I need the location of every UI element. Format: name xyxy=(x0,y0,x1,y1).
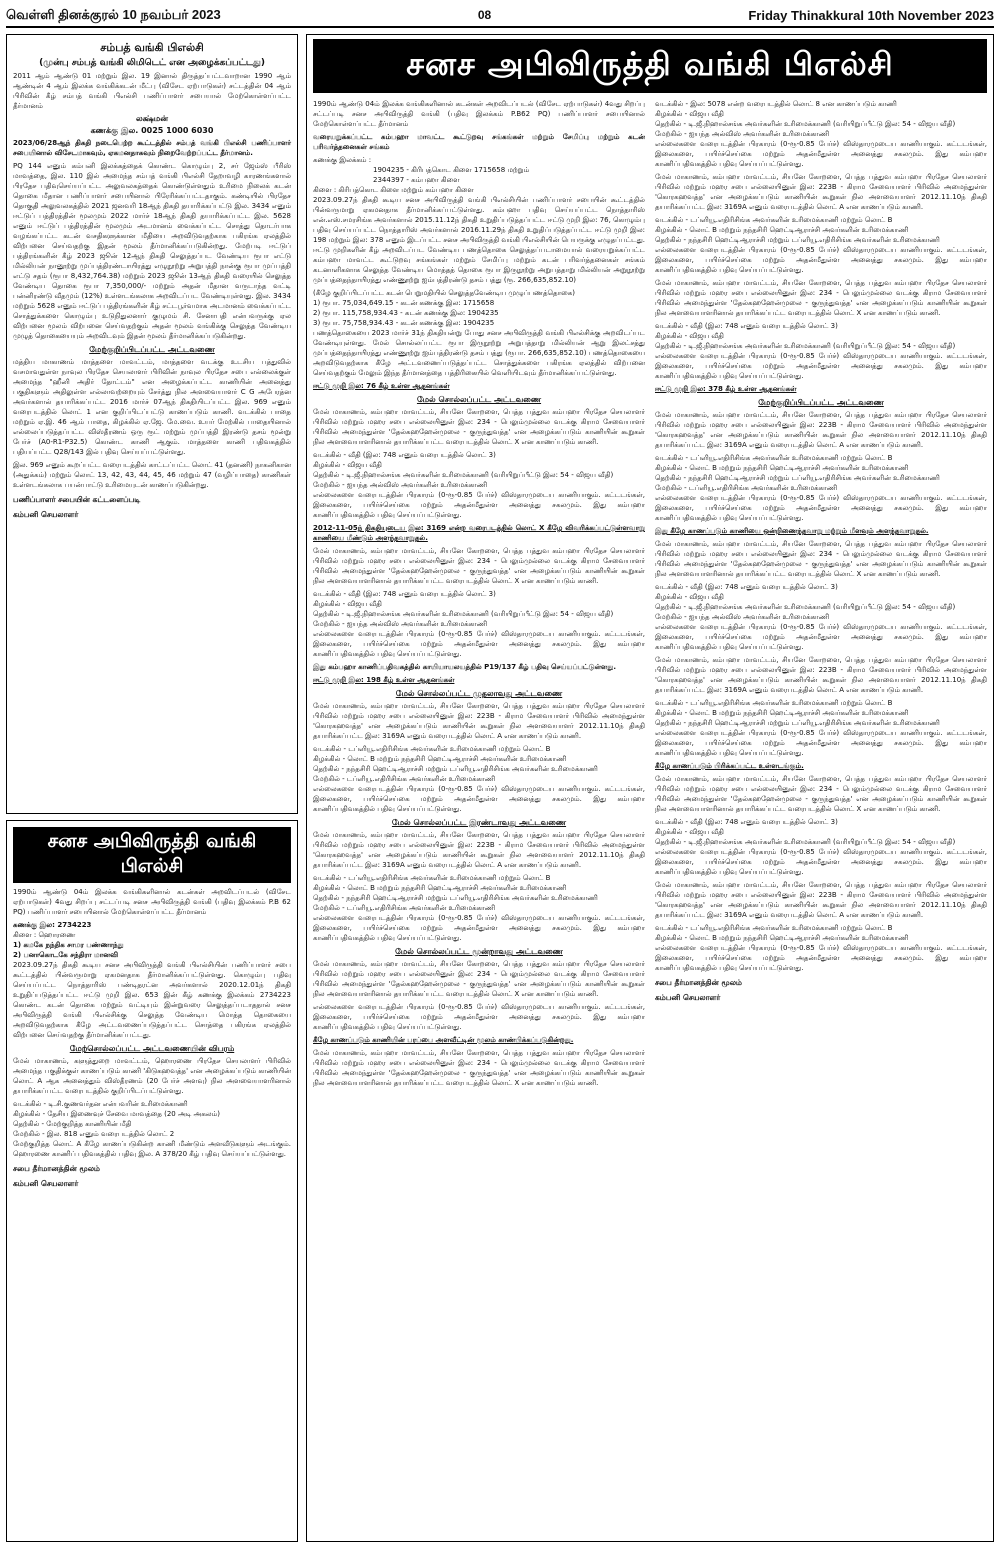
schedule-body: மேல் மாகாணம், களுத்துறை மாவட்டம், ஹொரணை பிரதேச செயலாளர் பிரிவில் அமைந்த பகுதிக்குள் காணப்படும் காணி 'கிடுகஹவத்த' என அழைக்கப்படும் காணியின் லொட் A ஆக அனைத்தும் விஸ்தீரணம் (20 பேர்ச் அளவு) நில அளவையாளரினால் தயாரிக்கப்பட்ட வரைபடத்தில் குறிப்பிடப்பட்டுள்ளது. xyxy=(13,1057,291,1095)
boundary-south: தெற்கில் - நந்தசிரி ஹெட்டிஆராச்சி மற்றும் டப்ளியூ.எதிரிசிங்க அவர்களின் உரிமைக்காணி xyxy=(313,765,598,773)
borrower-1: 1) கமகே நந்திக சாமர பண்ணாந்து xyxy=(13,941,124,949)
closing-body: மேல் மாகாணம், கம்பஹா மாவட்டம், சியனே கோறளை, பெத்த பத்துவ கம்பஹா பிரதேச செயலாளர் பிரிவில் மற்றும் மஹர சபை எல்லையினுள் இல: 234 - பெலும்முல்லை வடக்கு கிராம சேவையாளர் பிரிவில் அமைந்துள்ள 'தேல்கஹஹேன்முலை - குருந்துவத்த' என அழைக்கப்படும் காணியின் கூறுகள் நில அளவையாளரினால் தயாரிக்கப்பட்ட வரைபடத்தில் லொட் X என காணப்படும் காணி. xyxy=(313,1049,645,1087)
schedule-heading: மேல் சொல்லப்பட்ட அட்டவணை xyxy=(416,395,542,404)
boundary-east: கிழக்கில் - விஜய வீதி xyxy=(655,110,724,118)
col2-schedule-1: மேல் மாகாணம், கம்பஹா மாவட்டம், சியனே கோறளை, பெத்த பத்துவ கம்பஹா பிரதேச செயலாளர் பிரிவில் மற்றும் மஹர சபை எல்லையினுள் இல: 223B - கிராம சேவையாளர் பிரிவில் அமைந்துள்ள 'கொரகஹவத்த' என அழைக்கப்படும் காணியின் கூறுகள் நில அளவையாளர் 2012.11.10ந் திகதி தயாரிக்கப்பட்ட இல: 3169A எனும் வரைபடத்தில் லொட் A என காணப்படும் காணி. xyxy=(655,173,987,211)
resolution-body: 2023.09.27ந் திகதி கூடிய சனச அபிவிருத்தி வங்கி பிஎல்சியின் பணிப்பாளர் சபை கூட்டத்தில் பின்வருமாறு ஏகமனதாக தீர்மானிக்கப்பட்டுள்ளது. கொழும்பு பதிவு செய்யப்பட்ட நொத்தாரிஸ் பண்டிதரட்ன அவர்களால் 2020.12.01ந் திகதி உறுதிப்படுத்தப்பட்ட ஈட்டு முறி இல. 653 இன் கீழ் கணக்கு இலக்கம் 2734223 கொண்ட கடன் தொகை மற்றும் வட்டியும் இன்றுவரை செலுத்தப்படாததால் சனச அபிவிருத்தி வங்கி பிஎல்சிக்கு செலுத்த வேண்டிய மொத்த தொகையை அறவிடுவதற்காக கீழே அட்டவணைப்படுத்தப்பட்ட சொத்தை பகிரங்க ஏலத்தில் விற்பனை செய்வதற்கு தீர்மானிக்கப்பட்டது. xyxy=(13,961,291,1039)
first-schedule-closing: எல்லைகளை வரைபடத்தின் பிரகாரம் (0-ரூ-0.85 பேர்ச்) விஸ்தாரமுடைய காணியாகும். கட்டடங்கள், இலைகளை, பயிர்ச்செய்கை மற்றும் அதன்மீதுள்ள அனைத்து சகலமும். இது கம்பஹா காணிப்பதிவகத்தில் பதிவு செய்யப்பட்டுள்ளது. xyxy=(313,785,645,813)
schedule-1-body: மேல் மாகாணம், கம்பஹா மாவட்டம், சியனே கோறளை, பெத்த பத்துவ கம்பஹா பிரதேச செயலாளர் பிரிவில் மற்றும் மஹர சபை எல்லையினுள் இல: 234 - பெலும்முல்லை வடக்கு கிராம சேவையாளர் பிரிவில் அமைந்துள்ள 'தேல்கஹஹேன்முலை - குருந்துவத்த' என அழைக்கப்படும் காணியின் கூறுகள் நில அளவையாளரினால் தயாரிக்கப்பட்ட வரைபடத்தில் லொட் X என காணப்படும் காணி. xyxy=(313,408,645,446)
boundary-south: தெற்கில் - நந்தசிரி ஹெட்டிஆராச்சி மற்றும் டப்ளியூ.எதிரிசிங்க அவர்களின் உரிமைக்காணி xyxy=(655,474,940,482)
boundary-west: மேற்கில் - டப்ளியூ.எதிரிசிங்க அவர்களின் உரிமைக்காணி xyxy=(313,904,496,912)
notice-column-2 xyxy=(655,99,987,1519)
boundary-south: தெற்கில் - மேற்குறித்த காணியின் மீதி xyxy=(13,1120,132,1128)
col2-closing-5: எல்லைகளை வரைபடத்தின் பிரகாரம் (0-ரூ-0.85 பேர்ச்) விஸ்தாரமுடைய காணியாகும். கட்டடங்கள், இலைகளை, பயிர்ச்செய்கை மற்றும் அதன்மீதுள்ள அனைத்து சகலமும். இது கம்பஹா காணிப்பதிவகத்தில் பதிவு செய்யப்பட்டுள்ளது. xyxy=(655,623,987,651)
first-schedule-body: மேல் மாகாணம், கம்பஹா மாவட்டம், சியனே கோறளை, பெத்த பத்துவ கம்பஹா பிரதேச செயலாளர் பிரிவில் மற்றும் மஹர சபை எல்லையினுள் இல: 223B - கிராம சேவையாளர் பிரிவில் அமைந்துள்ள 'கொரகஹவத்த' என அழைக்கப்படும் காணியின் கூறுகள் நில அளவையாளர் 2012.11.10ந் திகதி தயாரிக்கப்பட்ட இல: 3169A எனும் வரைபடத்தில் லொட் A என காணப்படும் காணி. xyxy=(313,702,645,740)
notice-title: சனச அபிவிருத்தி வங்கி பிஎல்சி xyxy=(13,827,291,883)
page-header xyxy=(6,4,994,28)
boundary-south: தெற்கில் - டி.ஜீ.நிஹால்சங்க அவர்களின் உரிமைக்காணி (வரியிறுப்பீட்டு இல: 54 - விஜய வீதி) xyxy=(655,342,956,350)
boundary-east: கிழக்கில் - விஜய வீதி xyxy=(655,593,724,601)
col2-subdivision-heading: கீழே காணப்படும் பிரிக்கப்பட்ட உள்ளடங்கும். xyxy=(655,762,804,770)
col2-closing-8: எல்லைகளை வரைபடத்தின் பிரகாரம் (0-ரூ-0.85 பேர்ச்) விஸ்தாரமுடைய காணியாகும். கட்டடங்கள், இலைகளை, பயிர்ச்செய்கை மற்றும் அதன்மீதுள்ள அனைத்து சகலமும். இது கம்பஹா காணிப்பதிவகத்தில் பதிவு செய்யப்பட்டுள்ளது. xyxy=(655,944,987,972)
closing-text: மேற்குறித்த லொட் A கீழே காணப்படுகின்ற காணி மீண்டும் அளவீடுகளும் அடங்கும். ஹொரணை காணிப் பதிவகத்தில் பதிவு இல. A 378/20 கீழ் பதிவு செய்யப்பட்டுள்ளது. xyxy=(13,1140,291,1158)
header-date-tamil: வெள்ளி தினக்குரல் 10 நவம்பர் 2023 xyxy=(6,6,221,22)
boundary-south: தெற்கில் - நந்தசிரி ஹெட்டிஆராச்சி மற்றும் டப்ளியூ.எதிரிசிங்க அவர்களின் உரிமைக்காணி xyxy=(655,719,940,727)
boundary-east: கிழக்கில் - விஜய வீதி xyxy=(655,828,724,836)
notice-intro: 1990ம் ஆண்டு 04ம் இலக்க வங்கிகளினால் கடன்கள் அறவிடப்படல் (விசேட ஏற்பாடுகள்) 4வது சிறப்பு சட்டப்படி சனச அபிவிருத்தி வங்கி (பதிவு இலக்கம் P.B62 PQ) பணிப்பாளர் சபையினால் மேற்கொள்ளப்பட்ட தீர்மானம் xyxy=(313,100,645,128)
boundary-west: மேற்கில் - டப்ளியூ.எதிரிசிங்க அவர்களின் உரிமைக்காணி xyxy=(655,484,838,492)
col2-closing-3: எல்லைகளை வரைபடத்தின் பிரகாரம் (0-ரூ-0.85 பேர்ச்) விஸ்தாரமுடைய காணியாகும். கட்டடங்கள், இலைகளை, பயிர்ச்செய்கை மற்றும் அதன்மீதுள்ள அனைத்து சகலமும். இது கம்பஹா காணிப்பதிவகத்தில் பதிவு செய்யப்பட்டுள்ளது. xyxy=(655,352,987,380)
signature-line-2: கம்பனி செயலாளர் xyxy=(13,1179,79,1188)
deed-76-heading: ஈட்டு முறி இல: 76 கீழ் உள்ள ஆதனங்கள் xyxy=(313,382,450,390)
schedule-closing-repeat: எல்லைகளை வரைபடத்தின் பிரகாரம் (0-ரூ-0.85 பேர்ச்) விஸ்தாரமுடைய காணியாகும். கட்டடங்கள், இலைகளை, பயிர்ச்செய்கை மற்றும் அதன்மீதுள்ள அனைத்து சகலமும். இது கம்பஹா காணிப்பதிவகத்தில் பதிவு செய்யப்பட்டுள்ளது. xyxy=(313,630,645,658)
col2-schedule-2: மேல் மாகாணம், கம்பஹா மாவட்டம், சியனே கோறளை, பெத்த பத்துவ கம்பஹா பிரதேச செயலாளர் பிரிவில் மற்றும் மஹர சபை எல்லையினுள் இல: 234 - பெலும்முல்லை வடக்கு கிராம சேவையாளர் பிரிவில் அமைந்துள்ள 'தேல்கஹஹேன்முலை - குருந்துவத்த' என அழைக்கப்படும் காணியின் கூறுகள் நில அளவையாளரினால் தயாரிக்கப்பட்ட வரைபடத்தில் லொட் X என காணப்படும் காணி. xyxy=(655,279,987,317)
sanasa-bank-notice-small xyxy=(6,820,298,1542)
deed-198-heading: ஈட்டு முறி இல: 198 கீழ் உள்ள ஆதனங்கள் xyxy=(313,676,455,684)
col2-schedule-5: மேல் மாகாணம், கம்பஹா மாவட்டம், சியனே கோறளை, பெத்த பத்துவ கம்பஹா பிரதேச செயலாளர் பிரிவில் மற்றும் மஹர சபை எல்லையினுள் இல: 223B - கிராம சேவையாளர் பிரிவில் அமைந்துள்ள 'கொரகஹவத்த' என அழைக்கப்படும் காணியின் கூறுகள் நில அளவையாளர் 2012.11.10ந் திகதி தயாரிக்கப்பட்ட இல: 3169A எனும் வரைபடத்தில் லொட் A என காணப்படும் காணி. xyxy=(655,656,987,694)
boundary-north: வடக்கில் - டப்ளியூ.எதிரிசிங்க அவர்களின் உரிமைக்காணி மற்றும் லொட் B xyxy=(655,924,893,932)
schedule-1-repeat: மேல் மாகாணம், கம்பஹா மாவட்டம், சியனே கோறளை, பெத்த பத்துவ கம்பஹா பிரதேச செயலாளர் பிரிவில் மற்றும் மஹர சபை எல்லையினுள் இல: 234 - பெலும்முல்லை வடக்கு கிராம சேவையாளர் பிரிவில் அமைந்துள்ள 'தேல்கஹஹேன்முலை - குருந்துவத்த' என அழைக்கப்படும் காணியின் கூறுகள் நில அளவையாளரினால் தயாரிக்கப்பட்ட வரைபடத்தில் லொட் X என காணப்படும் காணி. xyxy=(313,547,645,585)
boundary-east: கிழக்கில் - தேசிய இணைவுச் சேவை மாவத்தை (20 அடி அகலம்) xyxy=(13,1110,220,1118)
notice-intro: 2011 ஆம் ஆண்டு 01 மற்றும் இல. 19 இனால் திருத்தப்பட்டவாறான 1990 ஆம் ஆண்டின் 4 ஆம் இலக்க வங்கிக்கடன் மீட்பு (விசேட ஏற்பாடுகள்) சட்டத்தின் 04 ஆம் பிரிவின் கீழ் சம்பத் வங்கி பிஎல்சி பணிப்பாளர் சபையால் மேற்கொள்ளப்பட்ட தீர்மானம் xyxy=(13,72,291,110)
col2-schedule-7: மேல் மாகாணம், கம்பஹா மாவட்டம், சியனே கோறளை, பெத்த பத்துவ கம்பஹா பிரதேச செயலாளர் பிரிவில் மற்றும் மஹர சபை எல்லையினுள் இல: 223B - கிராம சேவையாளர் பிரிவில் அமைந்துள்ள 'கொரகஹவத்த' என அழைக்கப்படும் காணியின் கூறுகள் நில அளவையாளர் 2012.11.10ந் திகதி தயாரிக்கப்பட்ட இல: 3169A எனும் வரைபடத்தில் லொட் A என காணப்படும் காணி. xyxy=(655,881,987,919)
boundary-west: மேற்கில் - டப்ளியூ.எதிரிசிங்க அவர்களின் உரிமைக்காணி xyxy=(313,775,496,783)
boundary-north: வடக்கில் - டப்ளியூ.எதிரிசிங்க அவர்களின் உரிமைக்காணி மற்றும் லொட் B xyxy=(655,699,893,707)
boundary-east: கிழக்கில் - லொட் B மற்றும் நந்தசிரி ஹெட்டிஆராச்சி அவர்களின் உரிமைக்காணி xyxy=(655,464,909,472)
signature-line-2: கம்பனி செயலாளர் xyxy=(13,510,79,519)
boundary-west: மேற்கில் - ஐயந்த அல்விஸ் அவர்களின் உரிமைக்காணி xyxy=(313,620,488,628)
col2-closing-7: எல்லைகளை வரைபடத்தின் பிரகாரம் (0-ரூ-0.85 பேர்ச்) விஸ்தாரமுடைய காணியாகும். கட்டடங்கள், இலைகளை, பயிர்ச்செய்கை மற்றும் அதன்மீதுள்ள அனைத்து சகலமும். இது கம்பஹா காணிப்பதிவகத்தில் பதிவு செய்யப்பட்டுள்ளது. xyxy=(655,848,987,876)
borrower-2: 2) பனாகொடகே சந்திரா மானவி xyxy=(13,951,119,959)
boundary-south: தெற்கில் - நந்தசிரி ஹெட்டிஆராச்சி மற்றும் டப்ளியூ.எதிரிசிங்க அவர்களின் உரிமைக்காணி xyxy=(655,236,940,244)
signature-line-1: சபை தீர்மானத்தின் மூலம் xyxy=(13,1164,100,1173)
boundary-east: கிழக்கில் - லொட் B மற்றும் நந்தசிரி ஹெட்டிஆராச்சி அவர்களின் உரிமைக்காணி xyxy=(655,709,909,717)
first-schedule-heading: மேல் சொல்லப்பட்ட முதலாவது அட்டவணை xyxy=(395,689,563,698)
page-number: 08 xyxy=(477,8,492,22)
schedule-title: மேற்சொல்லப்பட்ட அட்டவணையின் விபரம் xyxy=(69,1044,235,1053)
account-number: கணக்கு இல. 0025 1000 6030 xyxy=(90,126,214,135)
loan-1: 1) ரூபா. 75,034,649.15 - கடன் கணக்கு இல: 1715658 xyxy=(313,299,495,307)
boundary-south: தெற்கில் - டி.ஜீ.நிஹால்சங்க அவர்களின் உரிமைக்காணி (வரியிறுப்பீட்டு இல: 54 - விஜய வீதி) xyxy=(313,471,614,479)
header-date-english: Friday Thinakkural 10th November 2023 xyxy=(748,7,994,23)
resolution-body-1: 2023.09.27ந் திகதி கூடிய சனச அபிவிருத்தி வங்கி பிஎல்சியின் பணிப்பாளர் சபையின் கூட்டத்தில் பின்வருமாறு ஏகமனதாக தீர்மானிக்கப்பட்டுள்ளது. கம்பஹா பதிவு செய்யப்பட்ட நொத்தாரிஸ் என்.எஸ்.சமரசிங்க அவர்களால் 2015.11.12ந் திகதி உறுதிப்படுத்தப்பட்ட ஈட்டு முறி இல: 76, கொழும்பு பதிவு செய்யப்பட்ட நொத்தாரிஸ் அவர்களால் 2016.11.29ந் திகதி உறுதிப்படுத்தப்பட்ட ஈட்டு முறி இல: 198 மற்றும் இல: 378 எனும் இடப்பட்ட சனச அபிவிருத்தி வங்கி பிஎல்சியின் பெயருக்கு எழுதப்பட்டது. ஈட்டு முறிகளின் கீழ் அறவிடப்பட வேண்டிய பணத்தொகை செலுத்தப்படாமையால் வரையறுக்கப்பட்ட கம்பஹா மாவட்ட கூட்டுறவு சங்கங்கள் மற்றும் சேமிப்பு மற்றும் கடன் பரிவர்த்தனைகள் சங்கம் கடனாளிகளாக செலுத்த வேண்டிய மொத்தத் தொகை ரூபா இருநூற்று அறுபத்தாறு மில்லியன் அறுநூற்று முப்பத்தைந்தாயிரத்து எண்ணூற்று ஐம்பத்திரண்டு தசம் பத்து (ரூ. 266,635,852.10) xyxy=(313,196,645,284)
boundary-north: வடக்கில் - வீதி (இல: 748 எனும் வரைபடத்தில் லொட் 3) xyxy=(655,322,838,330)
boundary-south: தெற்கில் - டி.ஜீ.நிஹால்சங்க அவர்களின் உரிமைக்காணி (வரியிறுப்பீட்டு இல: 54 - விஜய வீதி) xyxy=(655,603,956,611)
col2-closing-4: எல்லைகளை வரைபடத்தின் பிரகாரம் (0-ரூ-0.85 பேர்ச்) விஸ்தாரமுடைய காணியாகும். கட்டடங்கள், இலைகளை, பயிர்ச்செய்கை மற்றும் அதன்மீதுள்ள அனைத்து சகலமும். இது கம்பஹா காணிப்பதிவகத்தில் பதிவு செய்யப்பட்டுள்ளது. xyxy=(655,494,987,522)
col2-schedule-4: மேல் மாகாணம், கம்பஹா மாவட்டம், சியனே கோறளை, பெத்த பத்துவ கம்பஹா பிரதேச செயலாளர் பிரிவில் மற்றும் மஹர சபை எல்லையினுள் இல: 234 - பெலும்முல்லை வடக்கு கிராம சேவையாளர் பிரிவில் அமைந்துள்ள 'தேல்கஹஹேன்முலை - குருந்துவத்த' என அழைக்கப்படும் காணியின் கூறுகள் நில அளவையாளரினால் தயாரிக்கப்பட்ட வரைபடத்தில் லொட் X என காணப்படும் காணி. xyxy=(655,540,987,578)
registry-heading: இது கம்பஹா காணிப்பதிவகத்தில் காயியாயலயத்தில் P19/137 கீழ் பதிவு செய்யப்பட்டுள்ளது. xyxy=(313,663,617,671)
loan-2: 2) ரூபா. 115,758,934.43 - கடன் கணக்கு இல: 1904235 xyxy=(313,309,499,317)
boundary-west: மேற்கில் - இல. 818 எனும் வரைபடத்தில் லொட் 2 xyxy=(13,1130,175,1138)
boundary-south: தெற்கில் - டி.ஜீ.நிஹால்சங்க அவர்களின் உரிமைக்காணி (வரியிறுப்பீட்டு இல: 54 - விஜய வீதி) xyxy=(655,120,956,128)
boundary-north: வடக்கில் - டப்ளியூ.எதிரிசிங்க அவர்களின் உரிமைக்காணி மற்றும் லொட் B xyxy=(655,454,893,462)
account-2: 2344397 - கம்பஹா கிளை xyxy=(373,176,460,184)
boundary-north: வடக்கில் - வீதி (இல: 748 எனும் வரைபடத்தில் லொட் 3) xyxy=(655,583,838,591)
resurvey-heading: 2012-11-05ந் திகதியுடைய இல: 3169 என்ற வரைபடத்தில் லொட் X கீழே விவரிக்கப்பட்டுள்ளவாறு காணியை மீண்டும் அளந்தவாறுதல். xyxy=(313,524,645,542)
notice-intro: 1990ம் ஆண்டு 04ம் இலக்க வங்கிகளினால் கடன்கள் அறவிடப்படல் (விசேட ஏற்பாடுகள்) 4வது சிறப்பு சட்டப்படி சனச அபிவிருத்தி வங்கி (பதிவு இலக்கம் P.B 62 PQ) பணிப்பாளர் சபையினால் மேற்கொள்ளப்பட்ட தீர்மானம் xyxy=(13,888,291,916)
signature-line-1: சபை தீர்மானத்தின் மூலம் xyxy=(655,978,742,987)
boundary-east: கிழக்கில் - லொட் B மற்றும் நந்தசிரி ஹெட்டிஆராச்சி அவர்களின் உரிமைக்காணி xyxy=(313,755,567,763)
col2-schedule-6: மேல் மாகாணம், கம்பஹா மாவட்டம், சியனே கோறளை, பெத்த பத்துவ கம்பஹா பிரதேச செயலாளர் பிரிவில் மற்றும் மஹர சபை எல்லையினுள் இல: 234 - பெலும்முல்லை வடக்கு கிராம சேவையாளர் பிரிவில் அமைந்துள்ள 'தேல்கஹஹேன்முலை - குருந்துவத்த' என அழைக்கப்படும் காணியின் கூறுகள் நில அளவையாளரினால் தயாரிக்கப்பட்ட வரைபடத்தில் லொட் X என காணப்படும் காணி. xyxy=(655,775,987,813)
boundary-north: வடக்கில் - டப்ளியூ.எதிரிசிங்க அவர்களின் உரிமைக்காணி மற்றும் லொட் B xyxy=(313,745,551,753)
boundary-east: கிழக்கில் - லொட் B மற்றும் நந்தசிரி ஹெட்டிஆராச்சி அவர்களின் உரிமைக்காணி xyxy=(655,934,909,942)
boundary-south: தெற்கில் - டி.ஜீ.நிஹால்சங்க அவர்களின் உரிமைக்காணி (வரியிறுப்பீட்டு இல: 54 - விஜய வீதி) xyxy=(313,610,614,618)
sampath-bank-notice xyxy=(6,34,298,814)
account-number: கணக்கு இல: 2734223 xyxy=(13,921,92,929)
col2-schedule-3: மேல் மாகாணம், கம்பஹா மாவட்டம், சியனே கோறளை, பெத்த பத்துவ கம்பஹா பிரதேச செயலாளர் பிரிவில் மற்றும் மஹர சபை எல்லையினுள் இல: 223B - கிராம சேவையாளர் பிரிவில் அமைந்துள்ள 'கொரகஹவத்த' என அழைக்கப்படும் காணியின் கூறுகள் நில அளவையாளர் 2012.11.10ந் திகதி தயாரிக்கப்பட்ட இல: 3169A எனும் வரைபடத்தில் லொட் A என காணப்படும் காணி. xyxy=(655,411,987,449)
accounts-label: கணக்கு இலக்கம் : xyxy=(313,156,372,164)
col2-closing-6: எல்லைகளை வரைபடத்தின் பிரகாரம் (0-ரூ-0.85 பேர்ச்) விஸ்தாரமுடைய காணியாகும். கட்டடங்கள், இலைகளை, பயிர்ச்செய்கை மற்றும் அதன்மீதுள்ள அனைத்து சகலமும். இது கம்பஹா காணிப்பதிவகத்தில் பதிவு செய்யப்பட்டுள்ளது. xyxy=(655,729,987,757)
notice-title: சம்பத் வங்கி பிஎல்சி xyxy=(100,41,204,54)
main-notice-title: சனச அபிவிருத்தி வங்கி பிஎல்சி xyxy=(313,39,987,93)
schedule-1-closing: எல்லைகளை வரைபடத்தின் பிரகாரம் (0-ரூ-0.85 பேர்ச்) விஸ்தாரமுடைய காணியாகும். கட்டடங்கள், இலைகளை, பயிர்ச்செய்கை மற்றும் அதன்மீதுள்ள அனைத்து சகலமும். இது கம்பஹா காணிப்பதிவகத்தில் பதிவு செய்யப்பட்டுள்ளது. xyxy=(313,491,645,519)
third-schedule-heading: மேல் சொல்லப்பட்ட மூன்றாவது அட்டவணை xyxy=(395,947,563,956)
loans-heading: (கீழே குறிப்பிடப்பட்ட கடன் பெறுமதியில் செலுத்தவேண்டிய முழுப்பணத்தொகை) xyxy=(313,289,576,297)
client-name: லக்ஷ்மன் xyxy=(136,114,168,123)
boundary-north: வடக்கில் - வீதி (இல: 748 எனும் வரைபடத்தில் லொட் 3) xyxy=(655,818,838,826)
boundary-south: தெற்கில் - டி.ஜீ.நிஹால்சங்க அவர்களின் உரிமைக்காணி (வரியிறுப்பீட்டு இல: 54 - விஜய வீதி) xyxy=(655,838,956,846)
third-schedule-closing: எல்லைகளை வரைபடத்தின் பிரகாரம் (0-ரூ-0.85 பேர்ச்) விஸ்தாரமுடைய காணியாகும். கட்டடங்கள், இலைகளை, பயிர்ச்செய்கை மற்றும் அதன்மீதுள்ள அனைத்து சகலமும். இது கம்பஹா காணிப்பதிவகத்தில் பதிவு செய்யப்பட்டுள்ளது. xyxy=(313,1003,645,1031)
third-schedule-body: மேல் மாகாணம், கம்பஹா மாவட்டம், சியனே கோறளை, பெத்த பத்துவ கம்பஹா பிரதேச செயலாளர் பிரிவில் மற்றும் மஹர சபை எல்லையினுள் இல: 234 - பெலும்முல்லை வடக்கு கிராம சேவையாளர் பிரிவில் அமைந்துள்ள 'தேல்கஹஹேன்முலை - குருந்துவத்த' என அழைக்கப்படும் காணியின் கூறுகள் நில அளவையாளரினால் தயாரிக்கப்பட்ட வரைபடத்தில் லொட் X என காணப்படும் காணி. xyxy=(313,960,645,998)
deed-378-heading: ஈட்டு முறி இல: 378 கீழ் உள்ள ஆதனங்கள் xyxy=(655,385,797,393)
col2-closing-1: எல்லைகளை வரைபடத்தின் பிரகாரம் (0-ரூ-0.85 பேர்ச்) விஸ்தாரமுடைய காணியாகும். கட்டடங்கள், இலைகளை, பயிர்ச்செய்கை மற்றும் அதன்மீதுள்ள அனைத்து சகலமும். இது கம்பஹா காணிப்பதிவகத்தில் பதிவு செய்யப்பட்டுள்ளது. xyxy=(655,140,987,168)
col2-schedule-heading: மேற்குறிப்பிடப்பட்ட அட்டவணை xyxy=(758,398,884,407)
boundary-west: மேற்கில் - ஐயந்த அல்விஸ் அவர்களின் உரிமைக்காணி xyxy=(655,130,830,138)
loan-3: 3) ரூபா. 75,758,934.43 - கடன் கணக்கு இல: 1904235 xyxy=(313,319,495,327)
signature-line-1: பணிப்பாளர் சபையின் கட்டளைப்படி xyxy=(13,495,141,504)
col2-closing-2: எல்லைகளை வரைபடத்தின் பிரகாரம் (0-ரூ-0.85 பேர்ச்) விஸ்தாரமுடைய காணியாகும். கட்டடங்கள், இலைகளை, பயிர்ச்செய்கை மற்றும் அதன்மீதுள்ள அனைத்து சகலமும். இது கம்பஹா காணிப்பதிவகத்தில் பதிவு செய்யப்பட்டுள்ளது. xyxy=(655,246,987,274)
schedule-title: மேற்குறிப்பிடப்பட்ட அட்டவணை xyxy=(89,345,215,354)
second-schedule-closing: எல்லைகளை வரைபடத்தின் பிரகாரம் (0-ரூ-0.85 பேர்ச்) விஸ்தாரமுடைய காணியாகும். கட்டடங்கள், இலைகளை, பயிர்ச்செய்கை மற்றும் அதன்மீதுள்ள அனைத்து சகலமும். இது கம்பஹா காணிப்பதிவகத்தில் பதிவு செய்யப்பட்டுள்ளது. xyxy=(313,914,645,942)
boundary-north: வடக்கில் - டி.சி.குணவர்தன என்பவரின் உரிமைக்காணி xyxy=(13,1100,188,1108)
boundary-north: வடக்கில் - வீதி (இல: 748 எனும் வரைபடத்தில் லொட் 3) xyxy=(313,590,496,598)
branch: கிளை : கிரிபத்கொட கிளை மற்றும் கம்பஹா கிளை xyxy=(313,186,474,194)
resolution-heading: 2023/06/28ஆந் திகதி நடைபெற்ற கூட்டத்தில் சம்பத் வங்கி பிஎல்சி பணிப்பாளர் சபையினால் விசேடமாகவும், ஏகமனதாகவும் நிறைவேற்றப்பட்ட தீர்மானம். xyxy=(13,139,291,157)
col2-resurvey-heading: இது கீழே காணப்படும் காணியை ஒன்றிணைந்தவாறு மற்றும் மீளவும் அளந்தவாறுதல். xyxy=(655,527,929,535)
resolution-body: PQ 144 எனும் கம்பனி இலக்கத்தைக் கொண்ட கொழும்பு 2, சர் ஜேம்ஸ் பீரிஸ் மாவத்தை, இல. 110 இல் அமைந்த சம்பத் வங்கி பிஎல்சி தேறாவழி காரணங்களால் பிரதேச பதிவுசெய்யப்பட்ட அலுவலகத்தைக் கொண்டுள்ளதும் உரிமை நிலைக் கடன் தொகை மீதான பணிப்பாளர் சபையினால் பிரேரிக்கப்பட்டதாகும். கண்டியில் பிரதேச தொகுதி அலுவலகத்தில் 2021 ஜனவரி 18ஆந் திகதி தயாரிக்கப்பட்டு இல. 3434 எனும் ஈட்டுப் பத்திரத்தின் மூலமும் 2022 மார்ச் 18ஆந் திகதி தயாரிக்கப்பட்ட இல. 5628 எனும் ஈட்டுப் பத்திரத்தின் மூலமும் அடமானம் வைக்கப்பட்ட சொத்து தொடர்பாக வழங்கப்பட்ட கடன் வசதிகளுக்கான மீதியை அறவிடுவதற்காக பகிரங்க ஏலத்தில் விற்பனை செய்வதற்கு இதன் மூலம் தீர்மானிக்கப்படுகின்றது. மேற்படி ஈட்டுப் பத்திரங்களின் கீழ் 2023 ஜூன் 12ஆந் திகதி செலுத்தப்பட வேண்டிய ரூபா எட்டு மில்லியன் நானூற்று முப்பத்திரண்டாயிரத்து எழுநூற்று அறுபத்தி நான்கு ரூபா முப்பத்தி எட்டு சதம் (ரூபா 8,432,764.38) மற்றும் 2023 ஜூன் 13ஆந் திகதி வரையில் செலுத்த வேண்டிய தொகை ரூபா 7,350,000/- மற்றும் அதன் மீதான வருடாந்த வட்டி பன்னிரண்டு வீதமும் (12%) உள்ளடங்கலாக அறவிடப்பட வேண்டியுள்ளது. இல. 3434 மற்றும் 5628 எனும் ஈட்டுப் பத்திரங்களின் கீழ் சட்டபூர்வமாக அடமானம் வைக்கப்பட்ட சொத்துக்களை கொழும்பு உடுநிதுலனார் குழுமம் சி. சேனாபதி என்பவருக்கு ஏல விற்பனை மூலம் விற்பனை செய்வதற்கும் அதன் மூலம் வங்கிக்கு செலுத்த வேண்டிய முழுத் தொகையையும் அறவிடவும் இதன் மூலம் தீர்மானிக்கப்படுகின்றது. xyxy=(13,162,291,340)
signature-line-2: கம்பனி செயலாளர் xyxy=(655,993,721,1002)
boundary-north: வடக்கில் - டப்ளியூ.எதிரிசிங்க அவர்களின் உரிமைக்காணி மற்றும் லொட் B xyxy=(313,874,551,882)
boundary-south: தெற்கில் - நந்தசிரி ஹெட்டிஆராச்சி மற்றும் டப்ளியூ.எதிரிசிங்க அவர்களின் உரிமைக்காணி xyxy=(313,894,598,902)
boundary-east: கிழக்கில் - லொட் B மற்றும் நந்தசிரி ஹெட்டிஆராச்சி அவர்களின் உரிமைக்காணி xyxy=(313,884,567,892)
boundary-east: கிழக்கில் - விஜய வீதி xyxy=(655,332,724,340)
boundary-north: வடக்கில் - டப்ளியூ.எதிரிசிங்க அவர்களின் உரிமைக்காணி மற்றும் லொட் B xyxy=(655,216,893,224)
account-1: 1904235 - கிரிபத்கொட கிளை 1715658 மற்றும் xyxy=(373,166,530,174)
branch: கிளை : ஹொரணை xyxy=(13,931,76,939)
schedule-body: மத்திய மாகாணம் மாத்தளை மாவட்டம், மாத்தளை வடக்கு உடசிய பத்துவில் வசமாவதுள்ள நாவுல பிரதேச செயலாளர் பிரிவின் நாவுல பிரதேச சபை எல்லைக்குள் அமைந்த "ஹீனி அதிர் தோட்டம்" என அழைக்கப்பட்ட காணியின் அனைத்து பகுதிகளும் அதிலுள்ள எல்லாவற்றையும் சேர்த்து நில அளவையாளர் C G அபேரத்ன அவர்களால் தயாரிக்கப்பட்ட 2016 மார்ச் 07ஆந் திகதியிடப்பட்ட இல. 969 எனும் வரைபடத்தில் லொட் 1 என குறிப்பிடப்பட்டு காணப்படும் காணி. வடக்கில் பாதை மற்றும் ஏ.இ. 46 ஆம் பாதை, கிழக்கில் ஏ.ஜே. மே.வை. உயர் மேற்கில் பாதையினால் எல்லைப்படுத்தப்பட்ட விஸ்தீரணம் ஒரு ரூட் மற்றும் முப்பத்தி இரண்டு தசம் மூன்று பேர்ச் (A0-R1-P32.5) கொண்ட காணி ஆகும். மாத்தளை காணி பதிவகத்தில் பதியப்பட்ட Q28/143 இல் பதிவு செய்யப்பட்டுள்ளது. xyxy=(13,358,291,456)
schedule-extra: இல. 969 எனும் கூறப்பட்ட வரைபடத்தில் காட்டப்பட்ட லொட் 41 (தனணி) நாகனிகான (அதுக்கம்) மற்றும் லொட் 13, 42, 43, 44, 45, 46 மற்றும் 47 (வழிப்பாதை) காணிகள் உள்ளடங்கலாக பயன்பாட்டு உரிமையுடன் காணப்படுகின்றது. xyxy=(13,461,291,489)
boundary-east: கிழக்கில் - லொட் B மற்றும் நந்தசிரி ஹெட்டிஆராச்சி அவர்களின் உரிமைக்காணி xyxy=(655,226,909,234)
boundary-east: கிழக்கில் - விஜய வீதி xyxy=(313,461,382,469)
second-schedule-heading: மேல் சொல்லப்பட்ட இரண்டாவது அட்டவணை xyxy=(391,818,567,827)
society-heading: வரையறுக்கப்பட்ட கம்பஹா மாவட்ட கூட்டுறவு சங்கங்கள் மற்றும் சேமிப்பு மற்றும் கடன் பரிவர்த்தனைகள் சங்கம் xyxy=(313,133,645,151)
boundary-north: வடக்கில் - வீதி (இல: 748 எனும் வரைபடத்தில் லொட் 3) xyxy=(313,451,496,459)
boundary-west: மேற்கில் - ஐயந்த அல்விஸ் அவர்களின் உரிமைக்காணி xyxy=(655,613,830,621)
second-schedule-body: மேல் மாகாணம், கம்பஹா மாவட்டம், சியனே கோறளை, பெத்த பத்துவ கம்பஹா பிரதேச செயலாளர் பிரிவில் மற்றும் மஹர சபை எல்லையினுள் இல: 223B - கிராம சேவையாளர் பிரிவில் அமைந்துள்ள 'கொரகஹவத்த' என அழைக்கப்படும் காணியின் கூறுகள் நில அளவையாளர் 2012.11.10ந் திகதி தயாரிக்கப்பட்ட இல: 3169A எனும் வரைபடத்தில் லொட் A என காணப்படும் காணி. xyxy=(313,831,645,869)
boundary-west: மேற்கில் - ஐயந்த அல்விஸ் அவர்களின் உரிமைக்காணி xyxy=(313,481,488,489)
sanasa-bank-notice-main xyxy=(306,34,994,1542)
left-column xyxy=(6,34,298,1542)
resolution-body-2: பணத்தொகையை 2023 மார்ச் 31ந் திகதியன்று போது சனச அபிவிருத்தி வங்கி பிஎல்சிக்கு அறவிடப்பட வேண்டியுள்ளது. மேல் சொல்லப்பட்ட ரூபா இருநூற்று அறுபத்தாறு மில்லியன் ஆறு இலட்சத்து முப்பத்தைந்தாயிரத்து எண்ணூற்று ஐம்பத்திரண்டு தசம் பத்து (ரூபா. 266,635,852.10) பணத்தொகையை அறவிடுவதற்காக கீழே அட்டவணைப்படுத்தப்பட்ட சொத்துக்களை பகிரங்க ஏலத்தில் விற்பனை செய்வதற்கும் மேலும் இந்த தீர்மானத்தை பத்திரிகையில் வெளியிடவும் தீர்மானிக்கப்பட்டுள்ளது. xyxy=(313,329,645,377)
notice-subtitle: (முன்பு சம்பத் வங்கி லிமிடெட் என அழைக்கப்பட்டது) xyxy=(39,58,265,68)
closing-heading: கீழே காணப்படும் காணியின் பரப்பை அளவீட்டின் மூலம் காண்பிக்கப்படுகின்றது. xyxy=(313,1036,574,1044)
boundary-east: கிழக்கில் - விஜய வீதி xyxy=(313,600,382,608)
col2-top-line: வடக்கில் - இல: 5078 என்ற வரைபடத்தில் லொட் 8 என காணப்படும் காணி xyxy=(655,100,897,108)
notice-column-1 xyxy=(313,99,645,1519)
